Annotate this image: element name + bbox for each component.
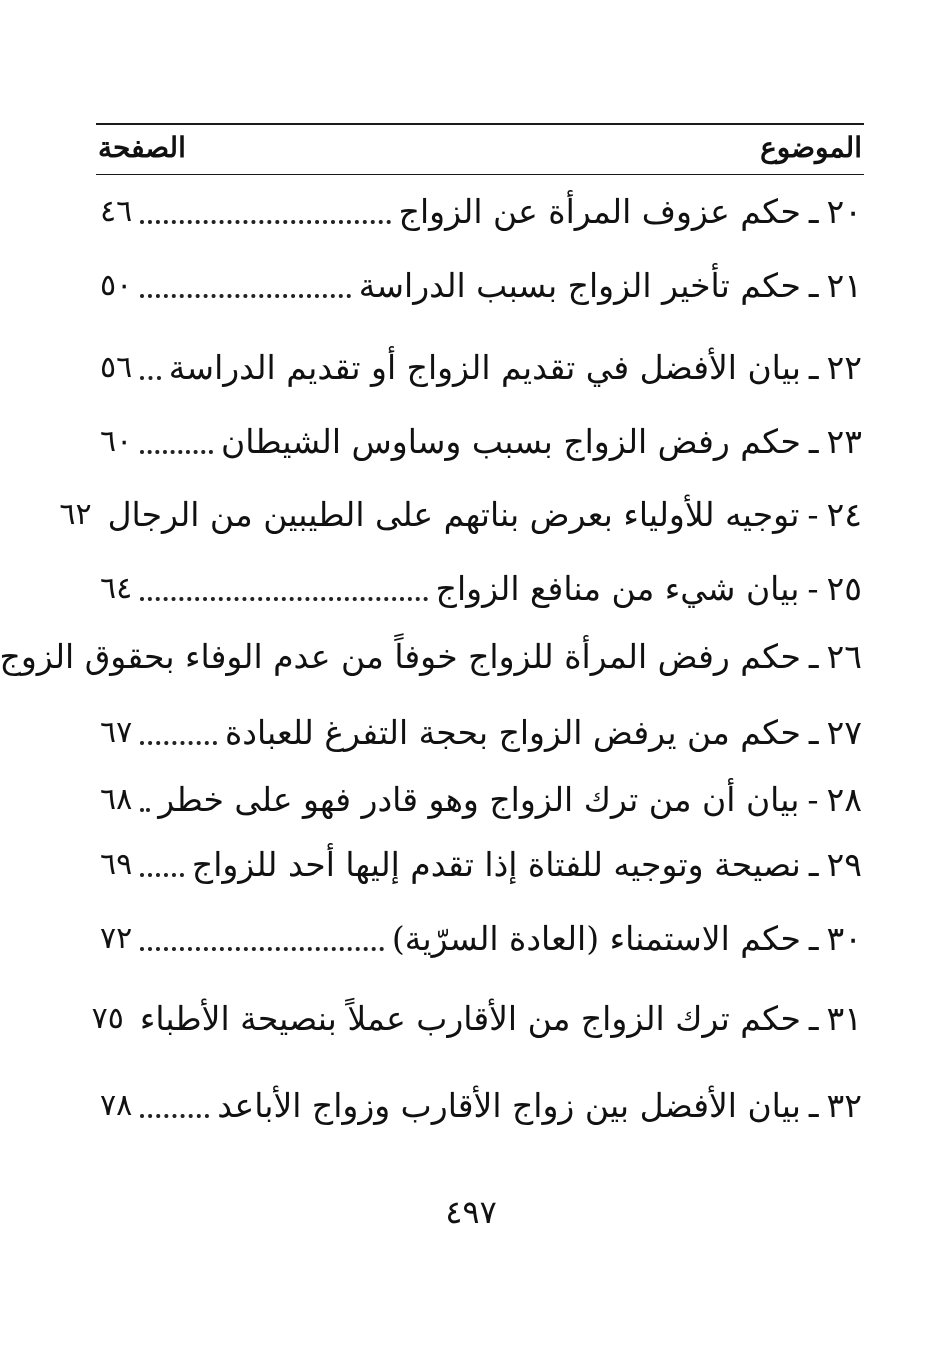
entry-number: ٢٩ [826,845,862,884]
entry-page-number: ٦٨ [100,782,133,817]
entry-title: حكم رفض المرأة للزواج خوفاً من عدم الوفاء بحقوق الزوج [0,637,801,676]
toc-entry [100,914,862,964]
toc-entry [100,1081,862,1131]
entry-separator: - [807,780,819,819]
entry-title: بيان الأفضل في تقديم الزواج أو تقديم الدراسة [168,348,801,387]
entry-number: ٣٠ [826,919,862,958]
entry-separator: ـ [808,919,819,958]
entry-number: ٢٤ [826,495,862,534]
toc-entry [100,187,862,237]
toc-entry [100,564,862,614]
entry-page-number: ٧٥ [91,1001,124,1036]
toc-entry [100,343,862,393]
toc-entry [100,708,862,758]
toc-entry [100,261,862,311]
entry-title: حكم رفض الزواج بسبب وساوس الشيطان [221,422,801,461]
page-number: ٤٩٧ [445,1193,497,1231]
entry-number: ٢٠ [826,192,862,231]
entry-separator: ـ [808,266,819,305]
entry-separator: ـ [808,845,819,884]
dot-leader [140,708,217,758]
entry-separator: ـ [808,713,819,752]
dot-leader [140,775,150,825]
page-column-header: الصفحة [98,131,186,164]
entry-number: ٢٦ [826,637,862,676]
entry-page-number: ٤٦ [100,194,133,229]
toc-entry [100,417,862,467]
entry-title: بيان الأفضل بين زواج الأقارب وزواج الأباعد [217,1086,801,1125]
dot-leader [140,343,161,393]
entry-page-number: ٥٦ [100,350,133,385]
entry-title: حكم من يرفض الزواج بحجة التفرغ للعبادة [224,713,801,752]
entry-title: حكم الاستمناء (العادة السرّية) [391,919,801,958]
entry-number: ٢٧ [826,713,862,752]
entry-title: توجيه للأولياء بعرض بناتهم على الطيبين من الرجال [107,495,800,534]
entry-number: ٢٨ [826,780,862,819]
entry-title: نصيحة وتوجيه للفتاة إذا تقدم إليها أحد للزواج [191,845,801,884]
entry-number: ٣٢ [826,1086,862,1125]
entry-separator: ـ [808,348,819,387]
toc-entry [59,490,862,540]
entry-title: بيان شيء من منافع الزواج [435,569,800,608]
entry-page-number: ٦٠ [100,424,133,459]
entry-number: ٢٥ [826,569,862,608]
dot-leader [140,187,390,237]
dot-leader [140,840,184,890]
dot-leader [140,564,427,614]
header-bottom-rule [96,174,864,175]
entry-number: ٢٢ [826,348,862,387]
entry-title: حكم ترك الزواج من الأقارب عملاً بنصيحة الأطباء [139,999,801,1038]
dot-leader [140,1081,209,1131]
entry-title: حكم عزوف المرأة عن الزواج [398,192,801,231]
entry-number: ٢١ [826,266,862,305]
entry-separator: - [807,495,819,534]
entry-separator: - [807,569,819,608]
entry-number: ٣١ [826,999,862,1038]
entry-page-number: ٦٩ [100,847,133,882]
toc-entry [0,632,862,682]
entry-page-number: ٦٧ [100,715,133,750]
dot-leader [140,261,350,311]
dot-leader [140,914,384,964]
entry-page-number: ٦٢ [59,497,92,532]
entry-separator: ـ [808,637,819,676]
entry-separator: ـ [808,1086,819,1125]
entry-separator: ـ [808,999,819,1038]
entry-page-number: ٧٢ [100,921,133,956]
header-top-rule [96,123,864,125]
entry-page-number: ٧٨ [100,1088,133,1123]
dot-leader [140,417,213,467]
entry-number: ٢٣ [826,422,862,461]
entry-title: حكم تأخير الزواج بسبب الدراسة [358,266,801,305]
entry-page-number: ٦٤ [100,571,133,606]
toc-entry [91,994,862,1044]
entry-separator: ـ [808,422,819,461]
toc-entry [100,775,862,825]
topic-column-header: الموضوع [760,131,862,164]
entry-separator: ـ [808,192,819,231]
entry-title: بيان أن من ترك الزواج وهو قادر فهو على خطر [158,780,800,819]
entry-page-number: ٥٠ [100,268,133,303]
toc-entry [100,840,862,890]
